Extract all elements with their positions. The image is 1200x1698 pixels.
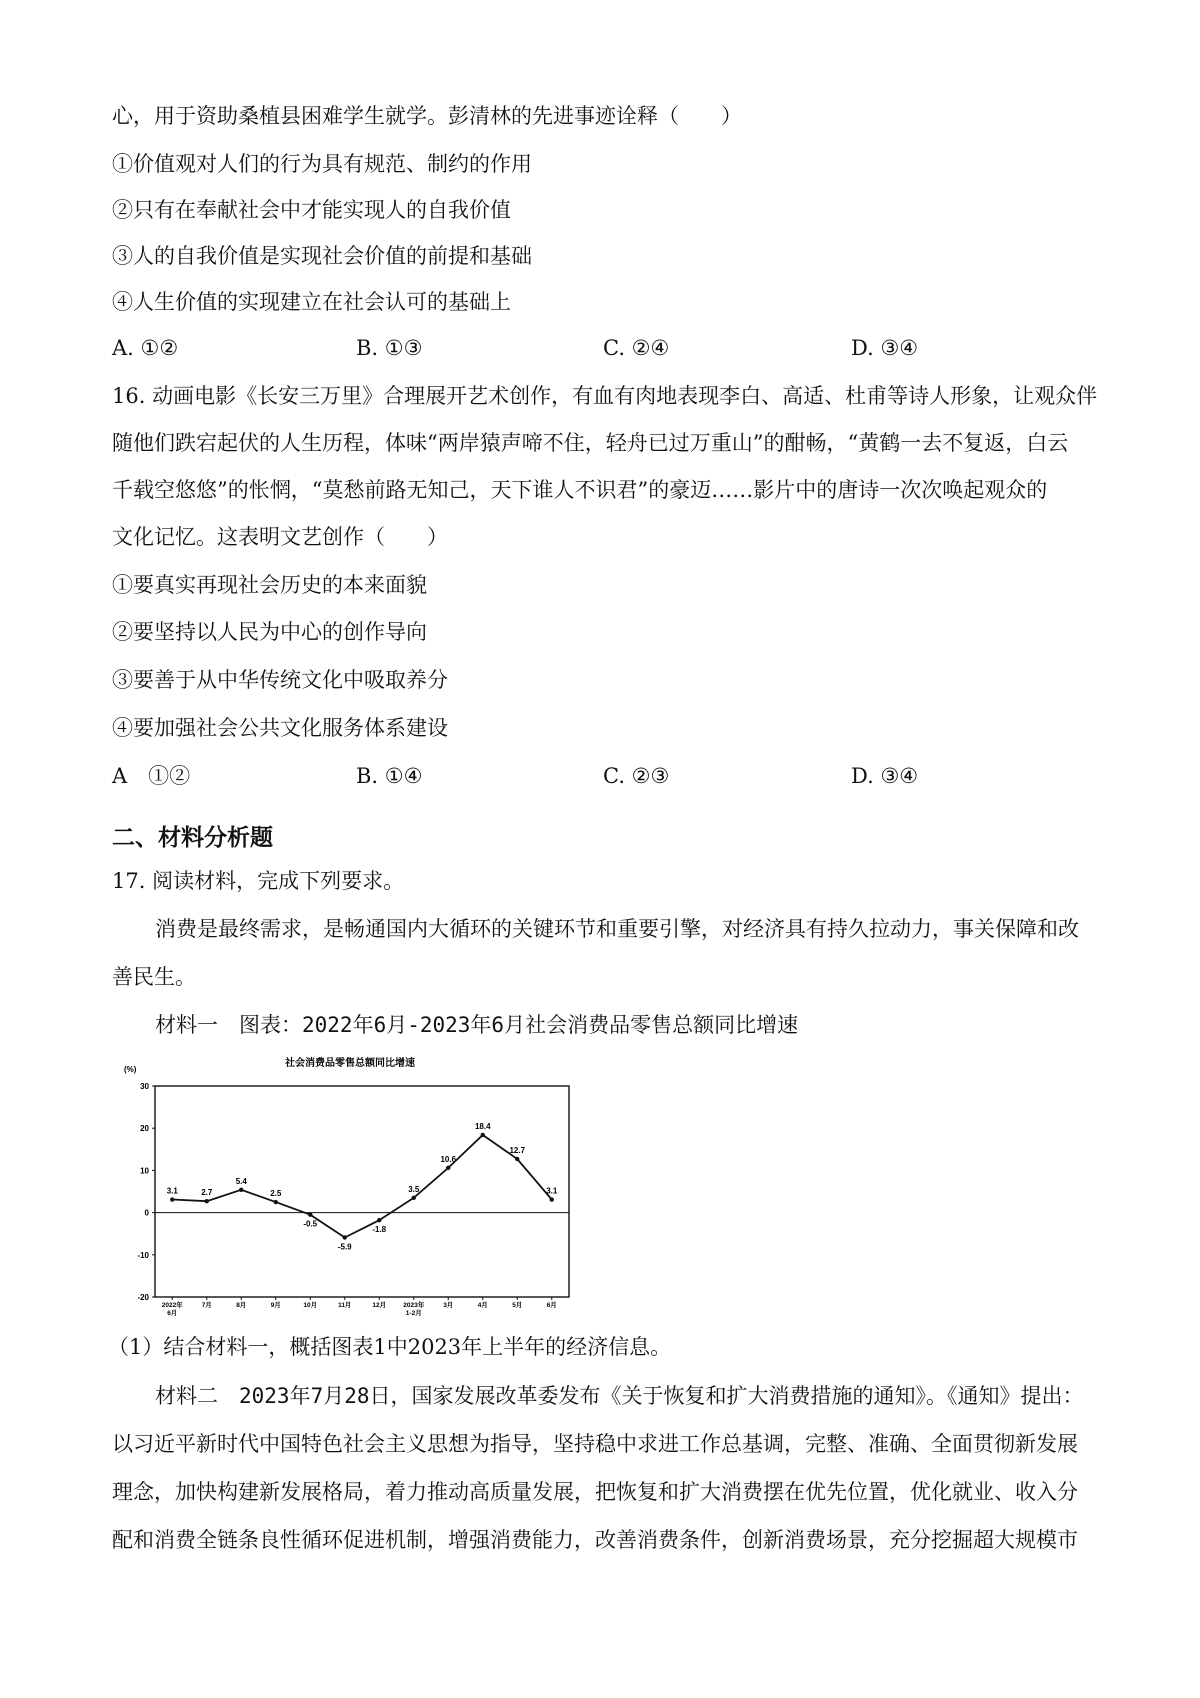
data-point [274, 1200, 278, 1204]
data-value-label: 3.1 [546, 1186, 558, 1196]
data-labels [167, 1122, 558, 1252]
data-value-label: 5.4 [235, 1176, 247, 1186]
x-tick-label: 8月 [236, 1302, 247, 1309]
data-point [550, 1197, 554, 1201]
data-value-label: -1.8 [372, 1225, 387, 1235]
y-tick-label: 10 [140, 1166, 149, 1176]
q16-stem-line-3: 千载空悠悠”的怅惘，“莫愁前路无知己，天下谁人不识君”的豪迈……影片中的唐诗一次次唤起观众的 [112, 478, 1048, 502]
q15-statement-4: ④人生价值的实现建立在社会认可的基础上 [112, 290, 511, 314]
retail-sales-growth-chart [118, 1052, 578, 1320]
material2-line-2: 以习近平新时代中国特色社会主义思想为指导，坚持稳中求进工作总基调，完整、准确、全面贯彻新发展 [112, 1432, 1078, 1456]
x-tick-label: 11月 [338, 1302, 352, 1309]
y-tick-label: 0 [144, 1208, 149, 1218]
data-point [515, 1157, 519, 1161]
y-tick-label: 20 [140, 1124, 149, 1134]
material1-title: 材料一 图表：2022年6月-2023年6月社会消费品零售总额同比增速 [155, 1013, 799, 1037]
q16-stem-line-2: 随他们跌宕起伏的人生历程，体味“两岸猿声啼不住，轻舟已过万重山”的酣畅，“黄鹤一去不复返，白云 [112, 431, 1069, 455]
x-tick-label: 12月 [372, 1302, 387, 1309]
q16-option-a[interactable]: A ①② [112, 764, 191, 788]
data-point [446, 1166, 450, 1170]
data-value-label: 3.5 [408, 1184, 420, 1194]
data-value-label: 10.6 [440, 1154, 457, 1164]
section-heading: 二、材料分析题 [112, 825, 273, 851]
q17-intro: 17. 阅读材料，完成下列要求。 [112, 869, 405, 893]
y-axis-ticks [137, 1082, 155, 1302]
x-tick-label: 9月 [270, 1302, 281, 1309]
q15-statement-3: ③人的自我价值是实现社会价值的前提和基础 [112, 244, 532, 268]
q16-option-b[interactable]: B. ①④ [356, 764, 423, 788]
q15-stem: 心，用于资助桑植县困难学生就学。彭清林的先进事迹诠释（ ） [112, 104, 742, 128]
chart-title: 社会消费品零售总额同比增速 [285, 1058, 415, 1069]
y-tick-label: 30 [140, 1082, 149, 1091]
data-value-label: 18.4 [474, 1121, 491, 1131]
chart-y-unit: (%) [124, 1065, 137, 1074]
growth-series-line [172, 1135, 552, 1238]
data-value-label: 2.5 [270, 1189, 282, 1199]
plot-frame [155, 1086, 569, 1297]
data-point [170, 1197, 174, 1201]
q16-stem-line-1: 16. 动画电影《长安三万里》合理展开艺术创作，有血有肉地表现李白、高适、杜甫等诗人形象，让观众伴 [112, 384, 1098, 408]
x-tick-label: 2023年 1-2月 [403, 1302, 425, 1317]
q17-para-line-2: 善民生。 [112, 965, 196, 989]
data-point [377, 1218, 381, 1222]
x-tick-label: 5月 [512, 1302, 523, 1309]
material2-line-1: 材料二 2023年7月28日，国家发展改革委发布《关于恢复和扩大消费措施的通知》。《通知》提出： [155, 1384, 1084, 1408]
y-tick-label: -10 [137, 1250, 149, 1260]
data-value-label: -0.5 [303, 1219, 318, 1229]
data-point [205, 1199, 209, 1203]
material2-line-3: 理念，加快构建新发展格局，着力推动高质量发展，把恢复和扩大消费摆在优先位置，优化就业、收入分 [112, 1480, 1078, 1504]
material2-line-4: 配和消费全链条良性循环促进机制，增强消费能力，改善消费条件，创新消费场景，充分挖掘超大规模市 [112, 1528, 1078, 1552]
data-point [308, 1213, 312, 1217]
q15-option-b[interactable]: B. ①③ [356, 336, 423, 360]
q16-statement-4: ④要加强社会公共文化服务体系建设 [112, 716, 448, 740]
data-points [170, 1133, 554, 1240]
data-point [481, 1133, 485, 1137]
q16-option-c[interactable]: C. ②③ [603, 764, 670, 788]
q15-option-a[interactable]: A. ①② [112, 336, 179, 360]
q15-option-c[interactable]: C. ②④ [603, 336, 670, 360]
x-tick-label: 10月 [303, 1302, 318, 1309]
q16-statement-2: ②要坚持以人民为中心的创作导向 [112, 620, 427, 644]
data-point [239, 1188, 243, 1192]
q17-para-line-1: 消费是最终需求，是畅通国内大循环的关键环节和重要引擎，对经济具有持久拉动力，事关保障和改 [155, 917, 1079, 941]
q15-statement-1: ①价值观对人们的行为具有规范、制约的作用 [112, 152, 532, 176]
q15-options [112, 333, 1012, 363]
x-tick-label: 4月 [477, 1302, 488, 1309]
data-point [412, 1196, 416, 1200]
x-tick-label: 3月 [443, 1302, 454, 1309]
data-value-label: -5.9 [337, 1242, 352, 1252]
q16-option-d[interactable]: D. ③④ [851, 764, 919, 788]
data-point [343, 1235, 347, 1239]
sub-question-1: （1）结合材料一，概括图表1中2023年上半年的经济信息。 [108, 1335, 672, 1359]
data-value-label: 12.7 [509, 1146, 526, 1156]
y-tick-label: -20 [137, 1293, 149, 1302]
q16-statement-3: ③要善于从中华传统文化中吸取养分 [112, 668, 448, 692]
x-tick-label: 7月 [201, 1302, 212, 1309]
q16-stem-line-4: 文化记忆。这表明文艺创作（ ） [112, 525, 448, 549]
q15-option-d[interactable]: D. ③④ [851, 336, 919, 360]
q16-options [112, 761, 1012, 791]
x-axis-ticks [162, 1297, 557, 1317]
x-tick-label: 2022年 6月 [161, 1302, 183, 1317]
data-value-label: 3.1 [166, 1186, 178, 1196]
x-tick-label: 6月 [546, 1302, 557, 1309]
q15-statement-2: ②只有在奉献社会中才能实现人的自我价值 [112, 198, 511, 222]
q16-statement-1: ①要真实再现社会历史的本来面貌 [112, 573, 427, 597]
data-value-label: 2.7 [201, 1188, 213, 1198]
